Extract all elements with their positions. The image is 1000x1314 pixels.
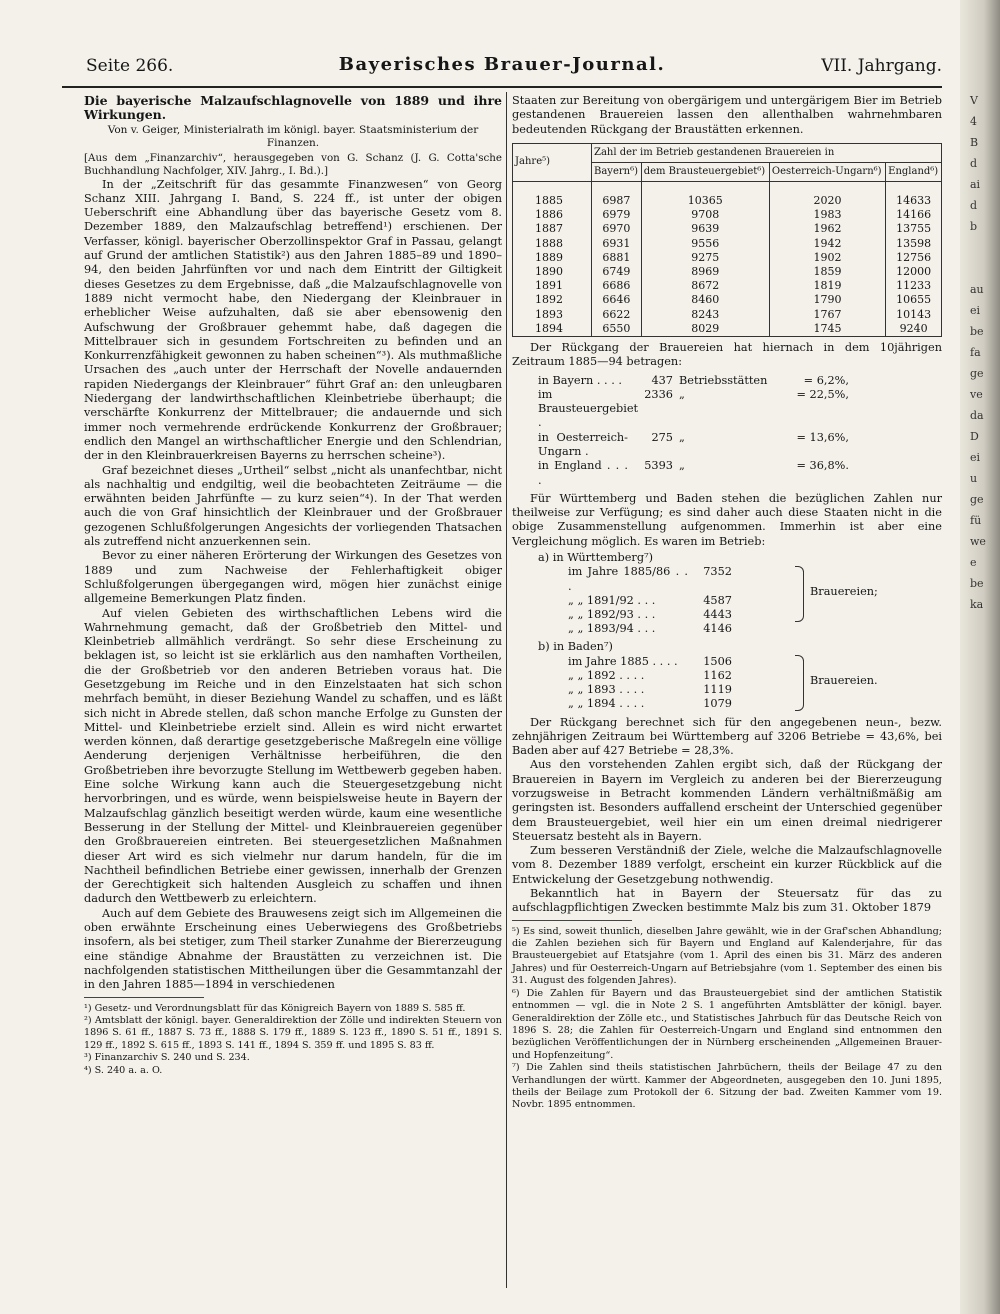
cell-oesterreich: 2020 bbox=[769, 194, 885, 208]
group-period: „ „ 1892 . . . . bbox=[568, 668, 645, 682]
edge-fragment: B bbox=[970, 136, 979, 149]
table-row bbox=[513, 208, 942, 222]
decline-unit: „ bbox=[679, 430, 685, 444]
decline-region: in Oesterreich-Ungarn . bbox=[538, 430, 628, 458]
cell-brausteuer: 10365 bbox=[641, 194, 769, 208]
cell-bayern: 6979 bbox=[592, 208, 642, 222]
decline-pct: = 22,5%, bbox=[796, 387, 849, 401]
cell-year: 1887 bbox=[513, 222, 592, 236]
edge-fragment: fü bbox=[970, 514, 982, 527]
edge-fragment: 4 bbox=[970, 115, 977, 128]
cell-oesterreich: 1859 bbox=[769, 265, 885, 279]
decline-row bbox=[538, 374, 942, 388]
edge-fragment: D bbox=[970, 430, 979, 443]
bayern-header: Bayern⁶) bbox=[592, 162, 642, 181]
source-note: [Aus dem „Finanzarchiv“, herausgegeben von G. Schanz (J. G. Cotta'sche Buchhandlung Nachfolger, XIV. Jahrg., I. Bd.).] bbox=[84, 151, 502, 177]
group-value: 4443 bbox=[703, 607, 732, 621]
group-row bbox=[568, 669, 942, 683]
group-period: „ „ 1894 . . . . bbox=[568, 697, 645, 711]
edge-fragment: e bbox=[970, 556, 977, 569]
table-super-header: Zahl der im Betrieb gestandenen Brauereien in bbox=[592, 143, 942, 162]
cell-england: 13598 bbox=[886, 237, 942, 251]
cell-year: 1890 bbox=[513, 265, 592, 279]
edge-fragment bbox=[970, 258, 994, 279]
cell-bayern: 6550 bbox=[592, 322, 642, 337]
table-row bbox=[513, 322, 942, 337]
group-value: 1506 bbox=[703, 654, 732, 668]
paragraph: Bevor zu einer näheren Erörterung der Wirkungen des Gesetzes von 1889 und zum Nachweise der Fehlerhaftigkeit obiger Schlußfolgerungen übergegangen wird, mögen hier zunächst einige allgemeine Bemerkungen Platz finden. bbox=[84, 549, 502, 606]
cell-brausteuer: 8460 bbox=[641, 293, 769, 307]
england-header: England⁶) bbox=[886, 162, 942, 181]
footnote: ⁵) Es sind, soweit thunlich, dieselben Jahre gewählt, wie in der Graf'schen Abhandlung; die Zahlen beziehen sich für Bayern und England auf Kalenderjahre, für das Brausteuergebiet auf Etatsjahre (vom 1. April des einen bis 31. März des anderen Jahres) und für Oesterreich-Ungarn auf Betriebsjahre (vom 1. September des einen bis 31. August des folgenden Jahres). bbox=[512, 925, 942, 987]
group-period: „ „ 1891/92 . . . bbox=[568, 593, 656, 607]
article-title: Die bayerische Malzaufschlagnovelle von 1889 und ihre Wirkungen. bbox=[84, 93, 502, 123]
decline-region: in Bayern . . . . bbox=[538, 373, 622, 387]
group-period: im Jahre 1885/86 . . . bbox=[568, 565, 688, 593]
cell-brausteuer: 8672 bbox=[641, 279, 769, 293]
cell-oesterreich: 1983 bbox=[769, 208, 885, 222]
group-value: 1162 bbox=[703, 668, 732, 682]
decline-unit: „ bbox=[679, 459, 685, 473]
edge-text bbox=[970, 90, 994, 615]
footnote: ¹) Gesetz- und Verordnungsblatt für das Königreich Bayern von 1889 S. 585 ff. bbox=[84, 1002, 466, 1014]
cell-bayern: 6646 bbox=[592, 293, 642, 307]
cell-england: 14166 bbox=[886, 208, 942, 222]
group-value: 4146 bbox=[703, 622, 732, 636]
wuerttemberg-group bbox=[512, 551, 942, 636]
group-label: Brauereien; bbox=[810, 585, 878, 599]
decline-pct: = 13,6%, bbox=[796, 430, 849, 444]
decline-pct: = 6,2%, bbox=[803, 373, 849, 387]
paragraph: Staaten zur Bereitung von obergärigem und untergärigem Bier im Betrieb gestandenen Brauereien lassen den allenthalben wahrnehmbaren bedeutenden Rückgang der Braustätten erkennen. bbox=[512, 94, 942, 136]
edge-fragment: d bbox=[970, 199, 978, 212]
cell-england: 12756 bbox=[886, 251, 942, 265]
page-header bbox=[62, 50, 942, 82]
paragraph: Auf vielen Gebieten des wirthschaftlichen Lebens wird die Wahrnehmung gemacht, daß der Großbetrieb den Mittel- und Kleinbetrieb allmählich verdrängt. So sehr diese Erscheinung zu beklagen ist, so leicht ist sie erklärlich aus den namhaften Vortheilen, die der Großbetrieb vor den anderen Betrieben voraus hat. Die Gesetzgebung im Reiche und in den Einzelstaaten hat sich schon mehrfach bemüht, in dieser Beziehung Wandel zu schaffen, und es läßt sich nicht in Abrede stellen, daß schon manche Erfolge zu Gunsten der Mittel- und Kleinbetriebe erzielt sind. Allein es wird nicht erwartet werden können, daß derartige gesetzgeberische Maßregeln eine völlige Aenderung derjenigen Verhältnisse herbeiführen, die den Großbetrieben ihre bevorzugte Stellung im Wettbewerb gegeben haben. Eine solche Wirkung kann auch die Steuergesetzgebung nicht hervorbringen, und es würde, wenn beispielsweise heute in Bayern der Malzaufschlag gänzlich beseitigt werden würde, kaum eine wesentliche Besserung in der Stellung der Mittel- und Kleinbrauereien gegenüber den Großbrauereien eintreten. Bei steuergesetzlichen Maßnahmen dieser Art wird es sich vielmehr nur darum handeln, für die im Nachtheil befindlichen Betriebe einer gewissen, innerhalb der Grenzen der Gerechtigkeit sich haltenden Ausgleich zu schaffen und ihnen dadurch den Wettbewerb zu erleichtern. bbox=[84, 606, 502, 906]
table-row bbox=[513, 308, 942, 322]
footnote: ⁷) Die Zahlen sind theils statistischen Jahrbüchern, theils der Beilage 47 zu den Verhandlungen der württ. Kammer der Abgeordneten, ausgegeben den 10. Juni 1895, theils der Beilage zum Protokoll der 6. Sitzung der bad. Zweiten Kammer vom 19. Novbr. 1895 entnommen. bbox=[512, 1062, 942, 1111]
oesterreich-header: Oesterreich-Ungarn⁶) bbox=[769, 162, 885, 181]
group-row bbox=[568, 622, 942, 636]
paragraph: Auch auf dem Gebiete des Brauwesens zeigt sich im Allgemeinen die oben erwähnte Erscheinung eines Ueberwiegens des Großbetriebs insofern, als bei stetiger, zum Theil starker Zunahme der Biererzeugung eine ständige Abnahme der Braustätten zu verzeichnen ist. Die nachfolgenden statistischen Mittheilungen über die Gesammtanzahl der in den Jahren 1885—1894 in verschiedenen bbox=[84, 906, 502, 992]
decline-row bbox=[538, 459, 942, 488]
brausteuer-header: dem Brausteuergebiet⁶) bbox=[641, 162, 769, 181]
table-row bbox=[513, 279, 942, 293]
cell-brausteuer: 8969 bbox=[641, 265, 769, 279]
cell-year: 1888 bbox=[513, 237, 592, 251]
decline-region: in England . . . . bbox=[538, 459, 628, 487]
cell-england: 12000 bbox=[886, 265, 942, 279]
edge-fragment: be bbox=[970, 577, 984, 590]
brace bbox=[795, 655, 804, 711]
edge-fragment: ka bbox=[970, 598, 984, 611]
group-row bbox=[568, 594, 942, 608]
cell-bayern: 6749 bbox=[592, 265, 642, 279]
table-row bbox=[513, 194, 942, 208]
edge-fragment: da bbox=[970, 409, 984, 422]
edge-fragment: be bbox=[970, 325, 984, 338]
cell-bayern: 6987 bbox=[592, 194, 642, 208]
cell-year: 1885 bbox=[513, 194, 592, 208]
decline-count: 275 bbox=[651, 430, 673, 444]
decline-count: 437 bbox=[651, 373, 673, 387]
brace bbox=[795, 566, 804, 622]
left-column bbox=[84, 94, 502, 1077]
cell-bayern: 6686 bbox=[592, 279, 642, 293]
cell-brausteuer: 9708 bbox=[641, 208, 769, 222]
group-period: „ „ 1892/93 . . . bbox=[568, 607, 656, 621]
group-heading: a) in Württemberg⁷) bbox=[538, 551, 654, 565]
right-column bbox=[512, 94, 942, 1112]
cell-year: 1889 bbox=[513, 251, 592, 265]
cell-brausteuer: 9556 bbox=[641, 237, 769, 251]
cell-year: 1886 bbox=[513, 208, 592, 222]
footnote: ⁶) Die Zahlen für Bayern und das Brausteuergebiet sind der amtlichen Statistik entnommen — vgl. die in Note 2 S. 1 angeführten Amtsblätter der königl. bayer. Generaldirektion der Zölle etc., und Statistisches Jahrbuch für das Deutsche Reich von 1896 S. 28; die Zahlen für Oesterreich-Ungarn und England sind entnommen den bezüglichen Veröffentlichungen der in Nürnberg erscheinenden „Allgemeinen Brauer- und Hopfenzeitung“. bbox=[512, 987, 942, 1061]
cell-oesterreich: 1902 bbox=[769, 251, 885, 265]
decline-row bbox=[538, 388, 942, 431]
footnote-rule bbox=[512, 920, 632, 921]
edge-fragment: u bbox=[970, 472, 978, 485]
paragraph: Graf bezeichnet dieses „Urtheil“ selbst „nicht als unanfechtbar, nicht als nachhaltig und endgiltig, weil die beobachteten Zeiträume — die erwähnten beiden Jahrfünfte — zu kurz seien“⁴). In der That werden auch die von Graf hinsichtlich der Kleinbrauer und der Großbrauer gezogenen Schlußfolgerungen Angesichts der vorliegenden Thatsachen als zutreffend nicht anzuerkennen sein. bbox=[84, 463, 502, 549]
group-value: 7352 bbox=[703, 565, 732, 579]
decline-unit: „ bbox=[679, 387, 685, 401]
journal-title: Bayerisches Brauer-Journal. bbox=[338, 54, 666, 75]
edge-fragment: ge bbox=[970, 367, 984, 380]
cell-oesterreich: 1962 bbox=[769, 222, 885, 236]
edge-fragment: V bbox=[970, 94, 978, 107]
footnote: ⁴) S. 240 a. a. O. bbox=[84, 1064, 163, 1076]
cell-england: 10143 bbox=[886, 308, 942, 322]
group-row bbox=[568, 608, 942, 622]
footnote: ³) Finanzarchiv S. 240 und S. 234. bbox=[84, 1052, 250, 1064]
group-value: 1079 bbox=[703, 697, 732, 711]
group-row bbox=[568, 655, 942, 669]
article-byline: Von v. Geiger, Ministerialrath im königl. bayer. Staatsministerium der Finanzen. bbox=[107, 123, 479, 149]
year-header: Jahre⁵) bbox=[513, 143, 592, 181]
group-value: 1119 bbox=[703, 683, 732, 697]
group-row bbox=[568, 697, 942, 711]
group-period: im Jahre 1885 . . . . bbox=[568, 654, 678, 668]
cell-england: 11233 bbox=[886, 279, 942, 293]
cell-england: 13755 bbox=[886, 222, 942, 236]
group-period: „ „ 1893 . . . . bbox=[568, 683, 645, 697]
paragraph: Für Württemberg und Baden stehen die bezüglichen Zahlen nur theilweise zur Verfügung; es sind daher auch diese Staaten nicht in die obige Zusammenstellung aufgenommen. Immerhin ist aber eine Vergleichung möglich. Es waren im Betrieb: bbox=[512, 491, 942, 548]
decline-region: im Brausteuergebiet . bbox=[538, 387, 639, 430]
cell-brausteuer: 9275 bbox=[641, 251, 769, 265]
table-row bbox=[513, 237, 942, 251]
baden-group bbox=[512, 640, 942, 711]
table-row bbox=[513, 251, 942, 265]
cell-bayern: 6931 bbox=[592, 237, 642, 251]
decline-row bbox=[538, 431, 942, 460]
decline-pct: = 36,8%. bbox=[796, 459, 849, 473]
edge-fragment: b bbox=[970, 220, 978, 233]
cell-year: 1893 bbox=[513, 308, 592, 322]
footnote-rule bbox=[84, 997, 204, 998]
edge-fragment: ei bbox=[970, 451, 981, 464]
group-row bbox=[568, 565, 942, 593]
cell-bayern: 6881 bbox=[592, 251, 642, 265]
edge-fragment: ve bbox=[970, 388, 983, 401]
edge-fragment: ai bbox=[970, 178, 981, 191]
cell-year: 1894 bbox=[513, 322, 592, 337]
column-divider bbox=[506, 92, 507, 1288]
edge-fragment: ei bbox=[970, 304, 981, 317]
decline-count: 5393 bbox=[644, 459, 673, 473]
edge-fragment bbox=[970, 237, 994, 258]
edge-fragment: fa bbox=[970, 346, 981, 359]
decline-unit: Betriebsstätten bbox=[679, 373, 768, 387]
group-value: 4587 bbox=[703, 593, 732, 607]
edge-fragment: ge bbox=[970, 493, 984, 506]
cell-year: 1892 bbox=[513, 293, 592, 307]
table-row bbox=[513, 293, 942, 307]
brewery-statistics-table bbox=[512, 143, 942, 337]
paragraph: Zum besseren Verständniß der Ziele, welche die Malzaufschlagnovelle vom 8. Dezember 1889 verfolgt, erscheint ein kurzer Rückblick auf die Entwickelung der Gesetzgebung nothwendig. bbox=[512, 844, 942, 886]
cell-bayern: 6622 bbox=[592, 308, 642, 322]
cell-oesterreich: 1745 bbox=[769, 322, 885, 337]
edge-fragment: d bbox=[970, 157, 978, 170]
paragraph: Bekanntlich hat in Bayern der Steuersatz für das zu aufschlagpflichtigen Zwecken bestimmte Malz bis zum 31. Oktober 1879 bbox=[512, 887, 942, 915]
cell-brausteuer: 8029 bbox=[641, 322, 769, 337]
footnote: ²) Amtsblatt der königl. bayer. Generaldirektion der Zölle und indirekten Steuern von 1896 S. 61 ff., 1887 S. 73 ff., 1888 S. 179 ff., 1889 S. 123 ff., 1890 S. 51 ff., 1891 S. 129 ff., 1892 S. 615 ff., 1893 S. 141 ff., 1894 S. 359 ff. und 1895 S. 83 ff. bbox=[84, 1014, 502, 1051]
cell-england: 9240 bbox=[886, 322, 942, 337]
cell-oesterreich: 1819 bbox=[769, 279, 885, 293]
paragraph: Der Rückgang berechnet sich für den angegebenen neun-, bezw. zehnjährigen Zeitraum bei Württemberg auf 3206 Betriebe = 43,6%, bei Baden aber auf 427 Betriebe = 28,3%. bbox=[512, 715, 942, 758]
decline-list bbox=[538, 374, 942, 488]
cell-oesterreich: 1942 bbox=[769, 237, 885, 251]
group-heading: b) in Baden⁷) bbox=[538, 640, 613, 654]
edge-fragment: we bbox=[970, 535, 986, 548]
cell-england: 14633 bbox=[886, 194, 942, 208]
table-row bbox=[513, 265, 942, 279]
paragraph: Aus den vorstehenden Zahlen ergibt sich, daß der Rückgang der Brauereien in Bayern im Vergleich zu anderen bei der Biererzeugung vorzugsweise in Betracht kommenden Ländern verhältnißmäßig am geringsten ist. Besonders auffallend erscheint der Unterschied gegenüber dem Brausteuergebiet, weil hier ein um einen dreimal niedrigerer Steuersatz besteht als in Bayern. bbox=[512, 758, 942, 843]
cell-year: 1891 bbox=[513, 279, 592, 293]
edge-fragment: au bbox=[970, 283, 984, 296]
paragraph: In der „Zeitschrift für das gesammte Finanzwesen“ von Georg Schanz XIII. Jahrgang I. Band, S. 224 ff., ist unter der obigen Ueberschrift eine Abhandlung über das bayerische Gesetz vom 8. Dezember 1889, den Malzaufschlag betreffend¹) erschienen. Der Verfasser, königl. bayerischer Oberzollinspektor Graf in Passau, gelangt auf Grund der amtlichen Statistik²) aus den Jahren 1885–89 und 1890–94, den beiden Jahrfünften vor und nach dem Eintritt der Giltigkeit dieses Gesetzes zu dem Ergebnisse, daß „die Malzaufschlagnovelle von 1889 nicht vermocht habe, den Niedergang der Kleinbrauer in erheblicher Weise aufzuhalten, daß sie aber ebensowenig den Aufschwung der Großbrauer gehemmt habe, daß dagegen die Mittelbrauer sich in gesundem Fortschreiten zu befinden und an Konkurrenzfähigkeit gewonnen zu haben scheinen“³). Als muthmaßliche Ursachen des „auch unter der Herrschaft der Novelle andauernden rapiden Niedergangs der Kleinbrauer“ führt Graf an: den unleugbaren Niedergang der landwirthschaftlichen Kleinbetriebe überhaupt; die verschärfte Konkurrenz der Mittelbrauer; die andauernde und sich immer noch vermehrende erdrückende Konkurrenz der Großbrauer; endlich den Mangel an wirthschaftlicher Energie und den Schlendrian, der in den Kleinbrauerkreisen Bayerns zu herrschen scheine³). bbox=[84, 177, 502, 463]
adjacent-page-edge bbox=[960, 0, 1000, 1314]
cell-brausteuer: 9639 bbox=[641, 222, 769, 236]
group-label: Brauereien. bbox=[810, 674, 878, 688]
cell-oesterreich: 1767 bbox=[769, 308, 885, 322]
group-row bbox=[568, 683, 942, 697]
volume-label: VII. Jahrgang. bbox=[821, 56, 942, 76]
cell-bayern: 6970 bbox=[592, 222, 642, 236]
cell-oesterreich: 1790 bbox=[769, 293, 885, 307]
cell-brausteuer: 8243 bbox=[641, 308, 769, 322]
page-number: Seite 266. bbox=[86, 56, 174, 76]
cell-england: 10655 bbox=[886, 293, 942, 307]
header-rule bbox=[62, 86, 942, 88]
group-period: „ „ 1893/94 . . . bbox=[568, 622, 656, 636]
paragraph: Der Rückgang der Brauereien hat hiernach in dem 10jährigen Zeitraum 1885—94 betragen: bbox=[512, 340, 942, 369]
table-row bbox=[513, 222, 942, 236]
decline-count: 2336 bbox=[644, 387, 673, 401]
